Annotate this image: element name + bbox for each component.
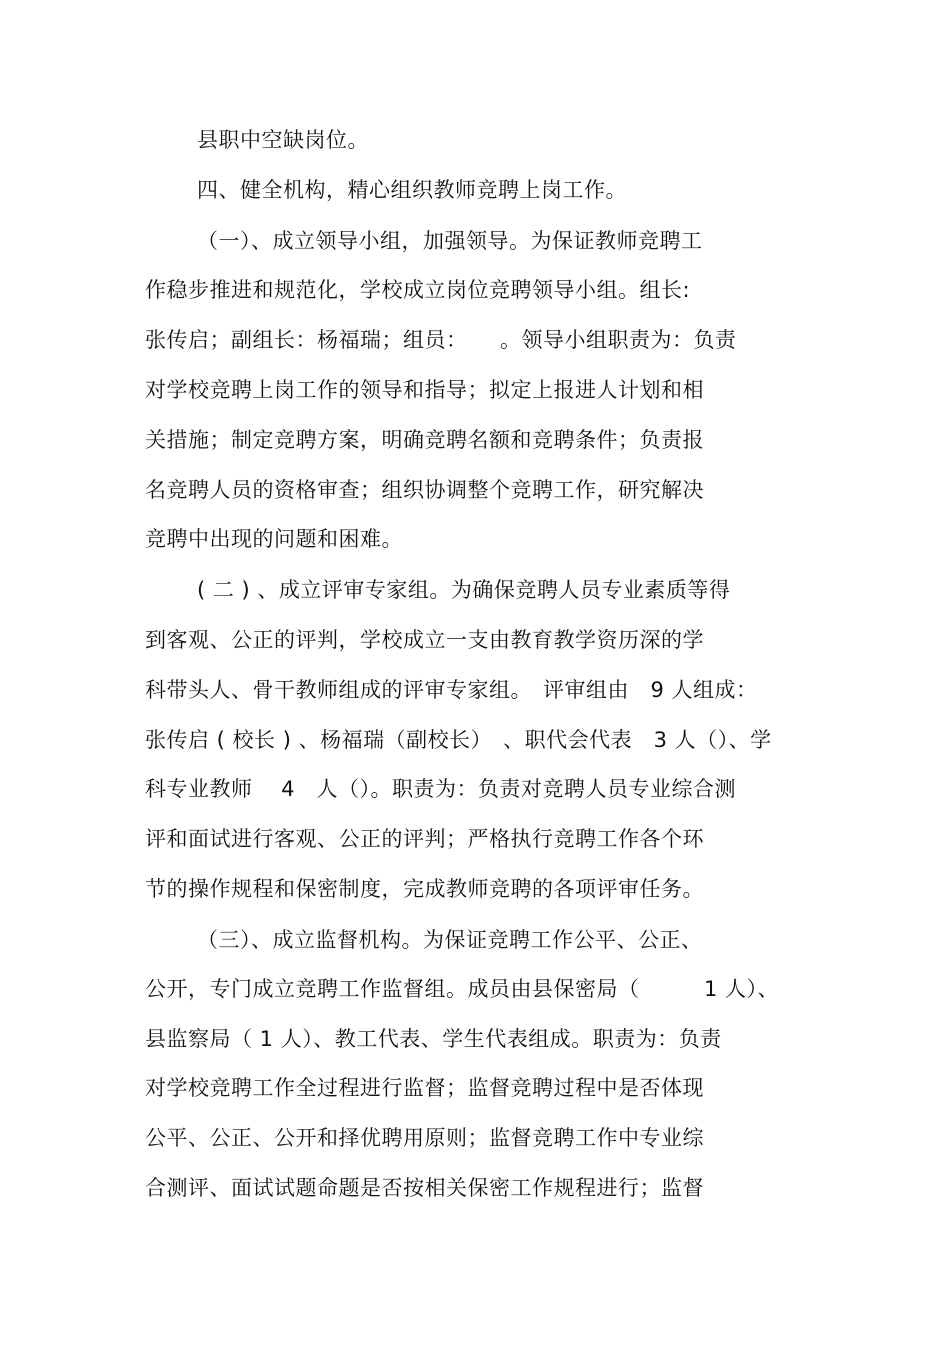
text-line-5: 张传启；副组长：杨福瑞；组员： 。领导小组职责为：负责 — [145, 328, 737, 352]
text-line-19: 县监察局（ 1 人）、教工代表、学生代表组成。职责为：负责 — [145, 1027, 722, 1051]
text-line-8: 名竞聘人员的资格审查；组织协调整个竞聘工作，研究解决 — [145, 478, 704, 502]
text-line-9: 竞聘中出现的问题和困难。 — [145, 527, 403, 551]
text-line-22: 合测评、面试试题命题是否按相关保密工作规程进行；监督 — [145, 1176, 704, 1200]
text-line-18: 公开，专门成立竞聘工作监督组。成员由县保密局（ 1 人）、 — [145, 977, 780, 1001]
text-line-12: 科带头人、骨干教师组成的评审专家组。 评审组由 9 人组成： — [145, 678, 758, 702]
text-line-11: 到客观、公正的评判，学校成立一支由教育教学资历深的学 — [145, 628, 704, 652]
text-line-14: 科专业教师 4 人（）。职责为：负责对竞聘人员专业综合测 — [145, 777, 737, 801]
text-line-6: 对学校竞聘上岗工作的领导和指导；拟定上报进人计划和相 — [145, 378, 704, 402]
text-line-4: 作稳步推进和规范化，学校成立岗位竞聘领导小组。组长: — [145, 278, 691, 302]
text-line-17: （三）、成立监督机构。为保证竞聘工作公平、公正、 — [197, 928, 703, 952]
text-line-3: （一）、成立领导小组，加强领导。为保证教师竞聘工 — [197, 229, 703, 253]
text-line-21: 公平、公正、公开和择优聘用原则；监督竞聘工作中专业综 — [145, 1126, 704, 1150]
text-line-13: 张传启 ( 校长 ) 、杨福瑞（副校长） 、职代会代表 3 人（）、学 — [145, 728, 772, 752]
text-line-16: 节的操作规程和保密制度，完成教师竞聘的各项评审任务。 — [145, 877, 704, 901]
section-heading-4: 四、健全机构，精心组织教师竞聘上岗工作。 — [197, 178, 627, 202]
text-line-10: ( 二 ) 、成立评审专家组。为确保竞聘人员专业素质等得 — [197, 578, 731, 602]
text-line-7: 关措施；制定竞聘方案，明确竞聘名额和竞聘条件；负责报 — [145, 428, 704, 452]
text-line-1: 县职中空缺岗位。 — [197, 128, 369, 152]
text-line-15: 评和面试进行客观、公正的评判；严格执行竞聘工作各个环 — [145, 827, 704, 851]
text-line-20: 对学校竞聘工作全过程进行监督；监督竞聘过程中是否体现 — [145, 1076, 704, 1100]
